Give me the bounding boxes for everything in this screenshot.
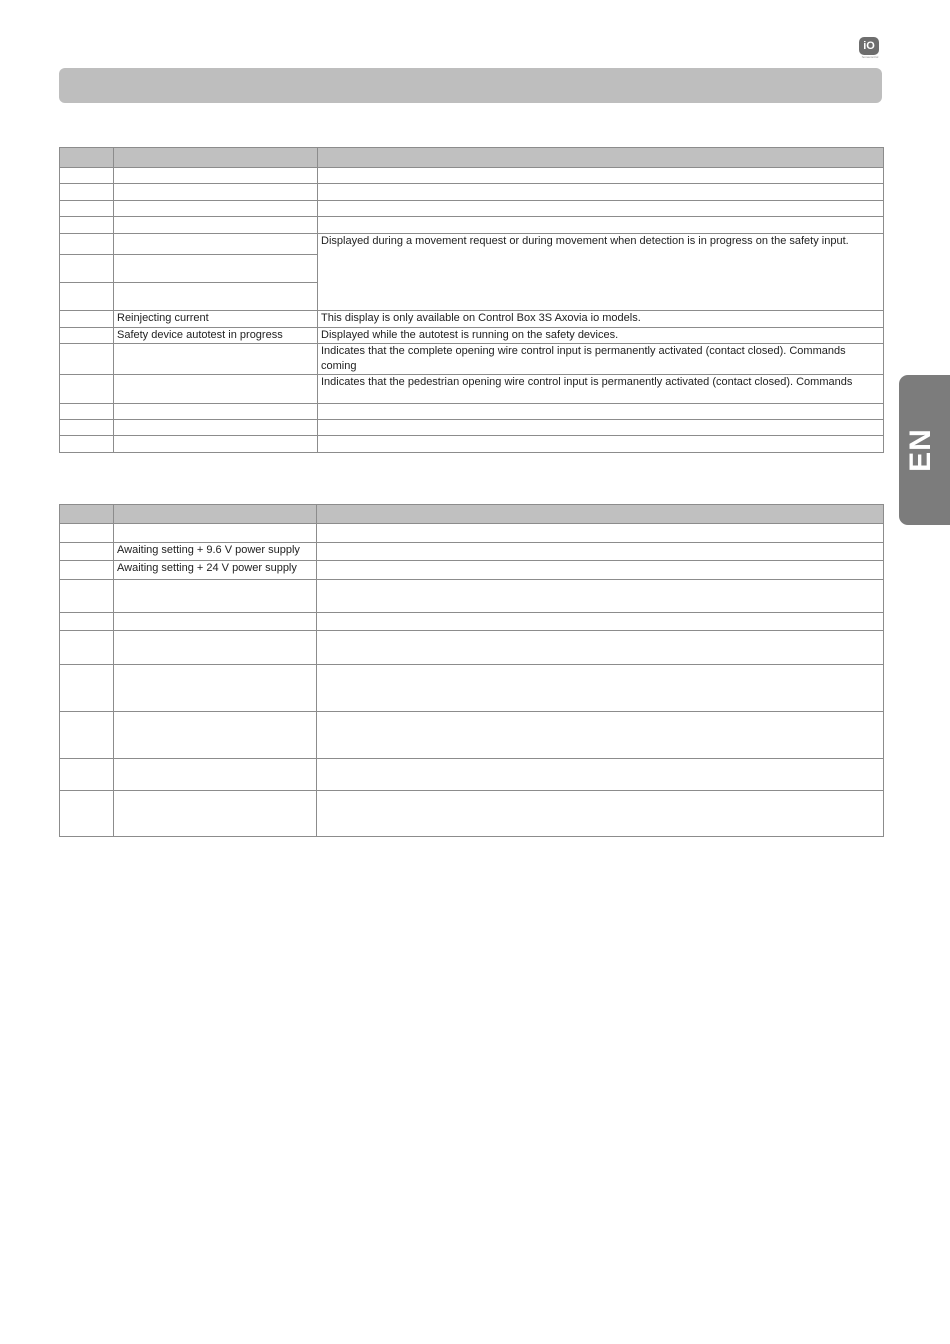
language-tab-label: EN: [904, 428, 937, 472]
table-row: [60, 613, 884, 631]
table-row: [60, 217, 884, 234]
label-cell: Awaiting setting + 9.6 V power supply: [114, 543, 317, 561]
label-cell: [114, 580, 317, 613]
table-row: [60, 631, 884, 665]
code-cell: [60, 234, 114, 255]
description-cell: [317, 665, 884, 712]
code-cell: [60, 344, 114, 375]
label-cell: [114, 524, 317, 543]
label-cell: [114, 631, 317, 665]
code-cell: [60, 580, 114, 613]
code-cell: [60, 420, 114, 436]
label-cell: [114, 217, 318, 234]
description-cell: [318, 217, 884, 234]
table-row: [60, 311, 884, 328]
table-row: [60, 328, 884, 344]
table-row: [60, 184, 884, 201]
label-cell: [114, 234, 318, 255]
description-cell: This display is only available on Control Box 3S Axovia io models.: [318, 311, 884, 328]
io-logo-tagline: homecontrol: [861, 55, 879, 59]
description-cell: Displayed during a movement request or during movement when detection is in progress on the safety input.: [318, 234, 884, 311]
table-row: [60, 201, 884, 217]
description-cell: Indicates that the pedestrian opening wire control input is permanently activated (contact closed). Commands: [318, 375, 884, 404]
header-cell-code: [60, 148, 114, 168]
label-cell: [114, 613, 317, 631]
label-cell: Reinjecting current: [114, 311, 318, 328]
label-cell: [114, 420, 318, 436]
description-cell: [317, 561, 884, 580]
table-row: [60, 436, 884, 453]
header-cell-description: [318, 148, 884, 168]
table-header-row: [60, 505, 884, 524]
label-cell: [114, 283, 318, 311]
label-cell: [114, 759, 317, 791]
table-row: [60, 375, 884, 404]
code-cell: [60, 613, 114, 631]
table-row: [60, 561, 884, 580]
code-cell: [60, 791, 114, 837]
table-header-row: [60, 148, 884, 168]
table-row: [60, 344, 884, 375]
table-row: [60, 712, 884, 759]
label-cell: [114, 255, 318, 283]
code-cell: [60, 759, 114, 791]
description-cell: [318, 404, 884, 420]
label-cell: [114, 436, 318, 453]
table-row: [60, 404, 884, 420]
description-cell: [318, 420, 884, 436]
code-cell: [60, 631, 114, 665]
code-cell: [60, 712, 114, 759]
label-cell: [114, 665, 317, 712]
table-row: [60, 759, 884, 791]
label-cell: [114, 344, 318, 375]
section-title-bar: [59, 68, 882, 103]
table-row: [60, 168, 884, 184]
code-cell: [60, 328, 114, 344]
table-row: [60, 665, 884, 712]
description-cell: [318, 201, 884, 217]
code-cell: [60, 184, 114, 201]
label-cell: Safety device autotest in progress: [114, 328, 318, 344]
code-cell: [60, 524, 114, 543]
description-cell: [317, 613, 884, 631]
code-cell: [60, 404, 114, 420]
language-tab: [899, 375, 950, 525]
description-cell: [317, 712, 884, 759]
header-cell-code: [60, 505, 114, 524]
code-cell: [60, 561, 114, 580]
header-cell-label: [114, 505, 317, 524]
code-cell: [60, 665, 114, 712]
table-row: [60, 580, 884, 613]
code-cell: [60, 217, 114, 234]
label-cell: Awaiting setting + 24 V power supply: [114, 561, 317, 580]
label-cell: [114, 375, 318, 404]
table-row: [60, 791, 884, 837]
code-cell: [60, 375, 114, 404]
table-row: [60, 420, 884, 436]
code-cell: [60, 168, 114, 184]
io-homecontrol-logo: [857, 35, 883, 61]
code-cell: [60, 255, 114, 283]
description-cell: [317, 791, 884, 837]
code-cell: [60, 283, 114, 311]
header-cell-label: [114, 148, 318, 168]
label-cell: [114, 184, 318, 201]
description-cell: [317, 759, 884, 791]
description-cell: [317, 524, 884, 543]
description-cell: [317, 580, 884, 613]
code-cell: [60, 436, 114, 453]
table-row: [60, 524, 884, 543]
settings-codes-table: [59, 504, 884, 837]
label-cell: [114, 712, 317, 759]
description-cell: [318, 436, 884, 453]
description-cell: Displayed while the autotest is running on the safety devices.: [318, 328, 884, 344]
code-cell: [60, 543, 114, 561]
code-cell: [60, 201, 114, 217]
label-cell: [114, 168, 318, 184]
label-cell: [114, 404, 318, 420]
table-row: [60, 543, 884, 561]
io-logo-badge: iO: [859, 37, 879, 55]
description-cell: [318, 168, 884, 184]
table-row: [60, 234, 884, 255]
display-codes-table: [59, 147, 884, 453]
description-cell: [317, 543, 884, 561]
label-cell: [114, 201, 318, 217]
description-cell: [318, 184, 884, 201]
code-cell: [60, 311, 114, 328]
description-cell: [317, 631, 884, 665]
label-cell: [114, 791, 317, 837]
description-cell: Indicates that the complete opening wire control input is permanently activated (contact closed). Commands coming: [318, 344, 884, 375]
header-cell-description: [317, 505, 884, 524]
